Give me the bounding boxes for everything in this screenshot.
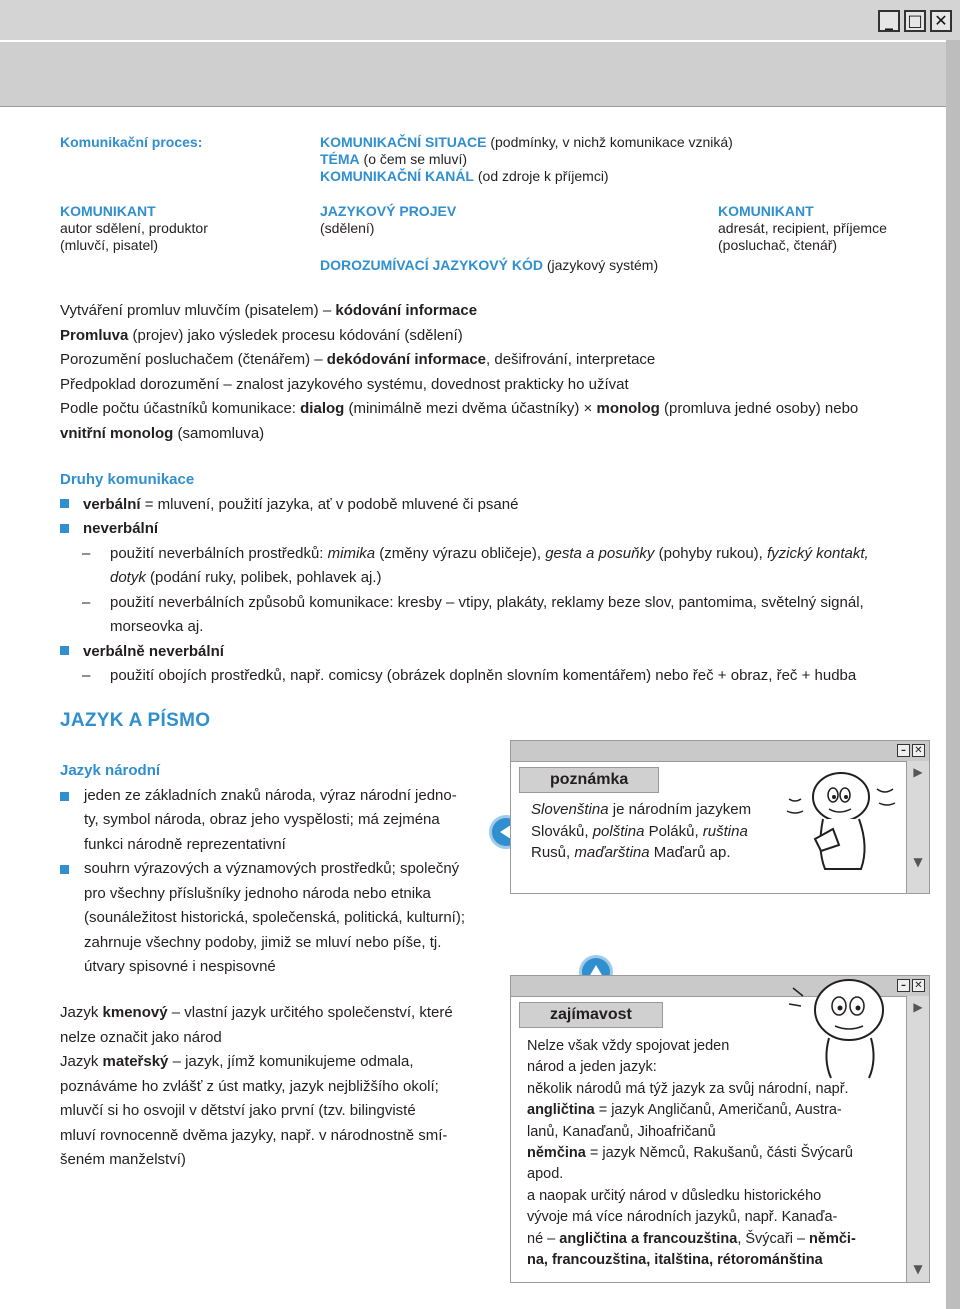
process-label: Komunikační proces: (60, 134, 203, 150)
minimize-button[interactable]: – (897, 979, 910, 992)
window-controls (878, 10, 952, 32)
cartoon-reader-illustration (781, 759, 905, 879)
toolbar-area (0, 40, 948, 106)
close-button[interactable]: ✕ (912, 979, 925, 992)
def-inner-monolog: vnitřní monolog (samomluva) (60, 424, 265, 442)
fact-tab[interactable]: zajímavost (519, 1002, 663, 1028)
interesting-fact-box (510, 975, 930, 1283)
bullet-icon (60, 792, 69, 801)
note-text: Slovenština je národním jazykem Slováků, polština Poláků, ruština Rusů, maďarština Maďarů ap. (531, 801, 752, 861)
process-topic: TÉMA (o čem se mluví) (320, 151, 468, 167)
sub-item-nonverbal-ways: – použití neverbálních způsobů komunikace: kresby – vtipy, plakáty, reklamy beze slov, pantomima, světelný signál, morseovka aj. (82, 593, 864, 635)
process-channel: KOMUNIKAČNÍ KANÁL (od zdroje k příjemci) (320, 168, 609, 184)
scroll-down-icon: ▼ (913, 1262, 923, 1276)
definitions-block (60, 299, 920, 446)
language-utterance: JAZYKOVÝ PROJEV (sdělení) (320, 203, 457, 236)
communication-types (60, 468, 940, 689)
bullet-icon (60, 865, 69, 874)
national-language-block (60, 759, 500, 980)
close-button[interactable]: ✕ (912, 744, 925, 757)
close-button[interactable]: ✕ (930, 10, 952, 32)
minimize-button[interactable]: _ (878, 10, 900, 32)
section-heading-language: JAZYK A PÍSMO (60, 710, 211, 731)
def-decoding: Porozumění posluchačem (čtenářem) – dekódování informace, dešifrování, interpretace (60, 351, 656, 368)
language-code: DOROZUMÍVACÍ JAZYKOVÝ KÓD (jazykový systém) (320, 257, 659, 273)
sub-item-nonverbal-means: – použití neverbálních prostředků: mimika (změny výrazu obličeje), gesta a posuňky (pohyby rukou), fyzický kontakt, dotyk (podání ruky, polibek, pohlavek aj.) (82, 544, 869, 586)
note-tab[interactable]: poznámka (519, 767, 659, 793)
process-situation: KOMUNIKAČNÍ SITUACE (podmínky, v nichž komunikace vzniká) (320, 134, 733, 150)
def-encoding: Vytváření promluv mluvčím (pisatelem) – kódování informace (60, 302, 478, 319)
subsection-title-national: Jazyk národní (60, 762, 161, 779)
bullet-icon (60, 646, 69, 655)
list-item-national-2: souhrn výrazových a významových prostředků; společný pro všechny příslušníky jednoho národa nebo etnika (sounáležitost historická, společenská, politická, kulturní); zahrnuje všechny podoby, jimiž se mluví nebo píše, tj. útvary spisovné i nespisovné (60, 857, 500, 980)
def-precondition: Předpoklad dorozumění – znalost jazykového systému, dovednost prakticky ho užívat (60, 375, 629, 393)
note-scrollbar[interactable] (906, 761, 929, 893)
list-item-verbal: verbální = mluvení, použití jazyka, ať v podobě mluvené či psané (60, 493, 940, 518)
list-item-nonverbal: neverbální (60, 517, 940, 542)
sub-item-both: – použití obojích prostředků, např. comicsy (obrázek doplněn slovním komentářem) nebo řeč + obraz, řeč + hudba (82, 667, 857, 684)
scroll-down-icon: ▼ (913, 855, 923, 869)
scroll-right-icon: ▶ (913, 1000, 923, 1014)
window-title-bar (0, 0, 960, 107)
list-item-verbal-nonverbal: verbálně neverbální (60, 640, 940, 665)
fact-text: Nelze však vždy spojovat jeden národ a jeden jazyk: několik národů má týž jazyk za svůj národní, např. angličtina = jazyk Angličanů, Američanů, Austra- lanů, Kanaďanů, Jihoafričanů němčina = jazyk Němců, Rakušanů, části Švýcarů apod. a naopak určitý národ v důsledku historického vývoje má více národních jazyků, např. Kanaďa- né – angličtina a francouzština, Švýcaři – němči- na, francouzština, italština, rétorománština (527, 1038, 856, 1269)
section-title-types: Druhy komunikace (60, 471, 195, 488)
communicant-recipient: KOMUNIKANT adresát, recipient, příjemce (posluchač, čtenář) (718, 203, 887, 253)
communicant-sender: KOMUNIKANT autor sdělení, produktor (mluvčí, pisatel) (60, 203, 208, 253)
bullet-icon (60, 499, 69, 508)
bullet-icon (60, 524, 69, 533)
vertical-scrollbar[interactable] (946, 40, 960, 1309)
cartoon-thinker-illustration (779, 968, 909, 1080)
minimize-button[interactable]: – (897, 744, 910, 757)
scroll-right-icon: ▶ (913, 765, 923, 779)
list-item-national-1: jeden ze základních znaků národa, výraz národní jedno- ty, symbol národa, obraz jeho vyspělosti; má zejména funkci národně reprezentativní (60, 784, 500, 858)
def-participants: Podle počtu účastníků komunikace: dialog (minimálně mezi dvěma účastníky) × monolog (promluva jedné osoby) nebo (60, 400, 859, 417)
fact-scrollbar[interactable] (906, 996, 929, 1282)
maximize-button[interactable]: □ (904, 10, 926, 32)
tribal-mother-language: Jazyk kmenový – vlastní jazyk určitého společenství, které nelze označit jako národ Jazyk mateřský – jazyk, jímž komunikujeme odmala, poznáváme ho zvlášť z úst matky, jazyk nejbližšího okolí; mluvčí si ho osvojil v dětství jako první (tzv. bilingvisté mluví rovnocenně dvěma jazyky, např. v národnostně smí- šeném manželství) (60, 1004, 453, 1168)
note-box (510, 740, 930, 894)
def-utterance: Promluva (projev) jako výsledek procesu kódování (sdělení) (60, 326, 463, 344)
